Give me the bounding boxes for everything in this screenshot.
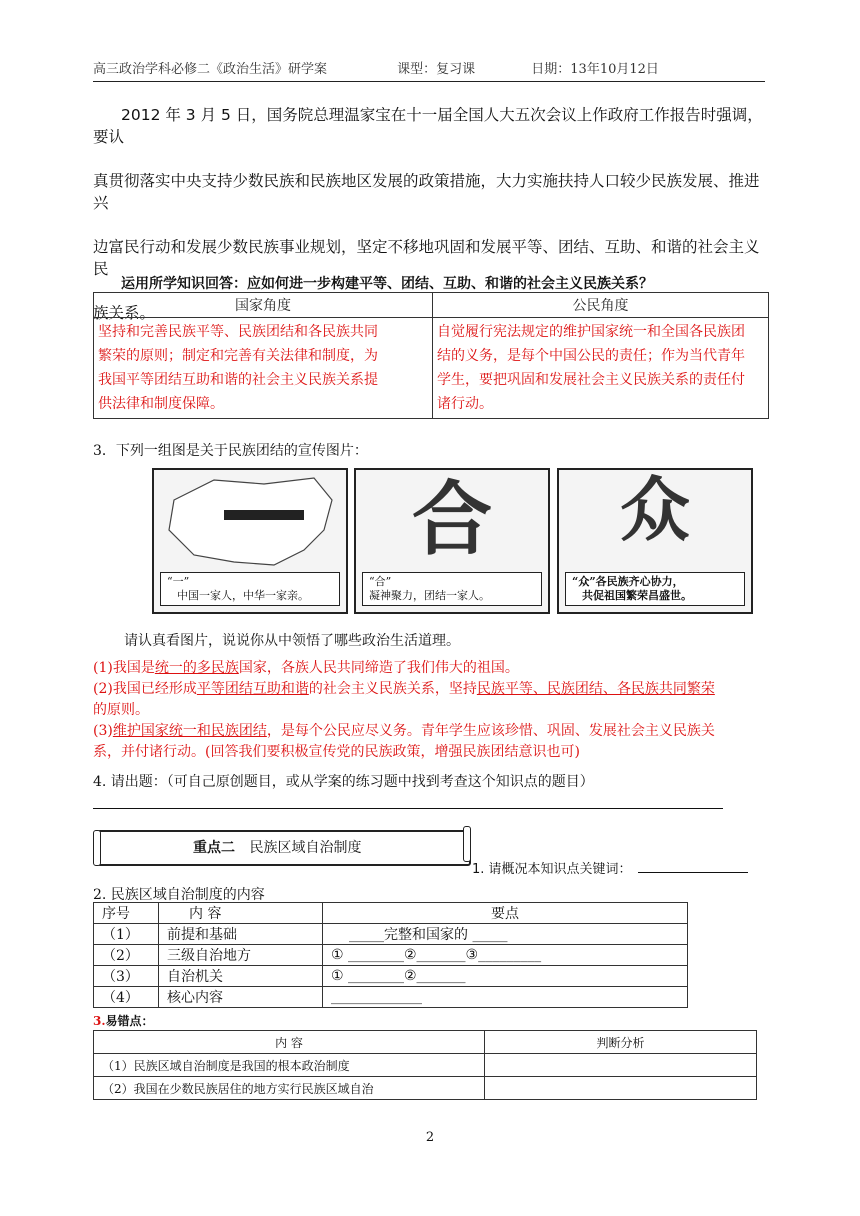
caption-line: “众”各民族齐心协力， bbox=[572, 575, 684, 588]
errors-table bbox=[93, 1030, 757, 1100]
table-row bbox=[94, 987, 688, 1008]
keyword-prompt bbox=[472, 858, 748, 877]
answer-text: (1)我国是 bbox=[93, 660, 155, 676]
caption-line: 共促祖国繁荣昌盛世。 bbox=[582, 589, 692, 602]
intro-line: 族关系。 bbox=[93, 304, 156, 322]
answer-table bbox=[93, 292, 769, 419]
poster-caption-3 bbox=[565, 572, 745, 606]
header-type: 课型：复习课 bbox=[397, 62, 476, 77]
errors-number: 3. bbox=[93, 1014, 106, 1028]
focus-banner bbox=[93, 826, 471, 866]
answer-line: 学生，要把巩固和发展社会主义民族关系的责任付 bbox=[437, 372, 745, 388]
answer-line: 结的义务，是每个中国公民的责任；作为当代青年 bbox=[437, 348, 745, 364]
intro-line: 真贯彻落实中央支持少数民族和民族地区发展的政策措施，大力实施扶持人口较少民族发展、推进兴 bbox=[93, 172, 760, 212]
content-table-title: 2. 民族区域自治制度的内容 bbox=[93, 887, 265, 903]
page-number: 2 bbox=[425, 1130, 435, 1145]
row-point[interactable]: ① ________②_______ bbox=[323, 966, 688, 987]
col-header: 要点 bbox=[323, 903, 688, 924]
answer-line: 繁荣的原则；制定和完善有关法律和制度，为 bbox=[98, 348, 378, 364]
row-item: 核心内容 bbox=[159, 987, 323, 1008]
poster-glyph: 众 bbox=[620, 468, 690, 551]
col-header: 内 容 bbox=[159, 903, 323, 924]
table-row bbox=[94, 924, 688, 945]
answer-state bbox=[94, 318, 433, 419]
col-header: 内 容 bbox=[94, 1031, 485, 1054]
analysis-cell[interactable] bbox=[485, 1077, 757, 1100]
row-no: （3） bbox=[94, 966, 159, 987]
row-point[interactable]: ① ________②_______③_________ bbox=[323, 945, 688, 966]
q4-answer-line[interactable] bbox=[93, 808, 723, 809]
answer-line: 诸行动。 bbox=[437, 396, 493, 412]
row-no: （1） bbox=[94, 924, 159, 945]
answer-text: (3) bbox=[93, 723, 113, 739]
row-no: （4） bbox=[94, 987, 159, 1008]
poster-glyph: 合 bbox=[412, 472, 492, 566]
caption-line: 中国一家人，中华一家亲。 bbox=[177, 589, 309, 602]
header-state: 国家角度 bbox=[94, 293, 433, 318]
answer-text: (2)我国已经形成 bbox=[93, 681, 197, 697]
focus-label: 重点二 bbox=[193, 840, 235, 856]
row-item: 三级自治地方 bbox=[159, 945, 323, 966]
caption-line: “合” bbox=[369, 575, 392, 588]
poster-caption-1 bbox=[160, 572, 340, 606]
errors-title bbox=[93, 1012, 154, 1029]
page-header bbox=[93, 58, 765, 82]
scroll-roll-right bbox=[463, 826, 471, 862]
row-no: （2） bbox=[94, 945, 159, 966]
answer-keyword: 平等团结互助和谐 bbox=[196, 681, 309, 697]
q3-answer-3 bbox=[93, 721, 769, 742]
error-statement: （1）民族区域自治制度是我国的根本政治制度 bbox=[94, 1054, 485, 1077]
q4-title: 4. 请出题：（可自己原创题目，或从学案的练习题中找到考查这个知识点的题目） bbox=[93, 774, 594, 790]
content-table bbox=[93, 902, 688, 1008]
keyword-blank[interactable] bbox=[638, 872, 748, 873]
keyword-label: 1. 请概况本知识点关键词： bbox=[472, 862, 632, 877]
answer-line: 供法律和制度保障。 bbox=[98, 396, 224, 412]
answer-text: 的社会主义民族关系，坚持 bbox=[308, 681, 477, 697]
answer-keyword: 维护国家统一和民族团结 bbox=[112, 723, 267, 739]
row-point[interactable]: _____________ bbox=[323, 987, 688, 1008]
caption-line: 凝神聚力，团结一家人。 bbox=[369, 589, 490, 602]
table-row bbox=[94, 945, 688, 966]
poster-image-3 bbox=[557, 468, 753, 614]
poster-image-2 bbox=[354, 468, 550, 614]
answer-line: 坚持和完善民族平等、民族团结和各民族共同 bbox=[98, 324, 378, 340]
answer-keyword: 统一的多民族 bbox=[154, 660, 239, 676]
header-citizen: 公民角度 bbox=[433, 293, 769, 318]
answer-line: 自觉履行宪法规定的维护国家统一和全国各民族团 bbox=[437, 324, 745, 340]
intro-question: 运用所学知识回答：应如何进一步构建平等、团结、互助、和谐的社会主义民族关系？ bbox=[121, 276, 653, 292]
answer-line: 我国平等团结互助和谐的社会主义民族关系提 bbox=[98, 372, 378, 388]
header-subject: 高三政治学科必修二《政治生活》研学案 bbox=[93, 62, 328, 77]
q3-prompt: 请认真看图片，说说你从中领悟了哪些政治生活道理。 bbox=[124, 633, 460, 649]
row-item: 自治机关 bbox=[159, 966, 323, 987]
col-header: 序号 bbox=[94, 903, 159, 924]
table-row bbox=[94, 966, 688, 987]
q3-answer-1 bbox=[93, 658, 769, 679]
poster-image-1 bbox=[152, 468, 348, 614]
q3-answer-2 bbox=[93, 679, 769, 700]
focus-topic: 民族区域自治制度 bbox=[249, 840, 362, 856]
scroll-roll-left bbox=[93, 830, 101, 866]
answer-text: 的原则。 bbox=[93, 702, 149, 718]
answer-text: ，是每个公民应尽义务。青年学生应该珍惜、巩固、发展社会主义民族关 bbox=[266, 723, 715, 739]
intro-line: 2012 年 3 月 5 日，国务院总理温家宝在十一届全国人大五次会议上作政府工作报告时强调，要认 bbox=[93, 106, 763, 146]
table-row bbox=[94, 1077, 757, 1100]
table-row bbox=[94, 1054, 757, 1077]
analysis-cell[interactable] bbox=[485, 1054, 757, 1077]
caption-line: “一” bbox=[167, 575, 190, 588]
q3-title: 3．下列一组图是关于民族团结的宣传图片： bbox=[93, 443, 368, 459]
errors-label: 易错点： bbox=[105, 1014, 154, 1028]
header-date: 日期：13年10月12日 bbox=[531, 62, 659, 77]
col-header: 判断分析 bbox=[485, 1031, 757, 1054]
error-statement: （2）我国在少数民族居住的地方实行民族区域自治 bbox=[94, 1077, 485, 1100]
row-item: 前提和基础 bbox=[159, 924, 323, 945]
answer-keyword: 民族平等、民族团结、各民族共同繁荣 bbox=[476, 681, 715, 697]
focus-title bbox=[193, 837, 361, 857]
q3-answers bbox=[93, 658, 769, 763]
answer-text: 国家，各族人民共同缔造了我们伟大的祖国。 bbox=[238, 660, 519, 676]
row-point[interactable]: _____完整和国家的 _____ bbox=[323, 924, 688, 945]
answer-citizen bbox=[433, 318, 769, 419]
poster-caption-2 bbox=[362, 572, 542, 606]
answer-text: 系，并付诸行动。(回答我们要积极宣传党的民族政策，增强民族团结意识也可) bbox=[93, 744, 580, 760]
intro-line: 边富民行动和发展少数民族事业规划，坚定不移地巩固和发展平等、团结、互助、和谐的社会主义民 bbox=[93, 238, 760, 278]
